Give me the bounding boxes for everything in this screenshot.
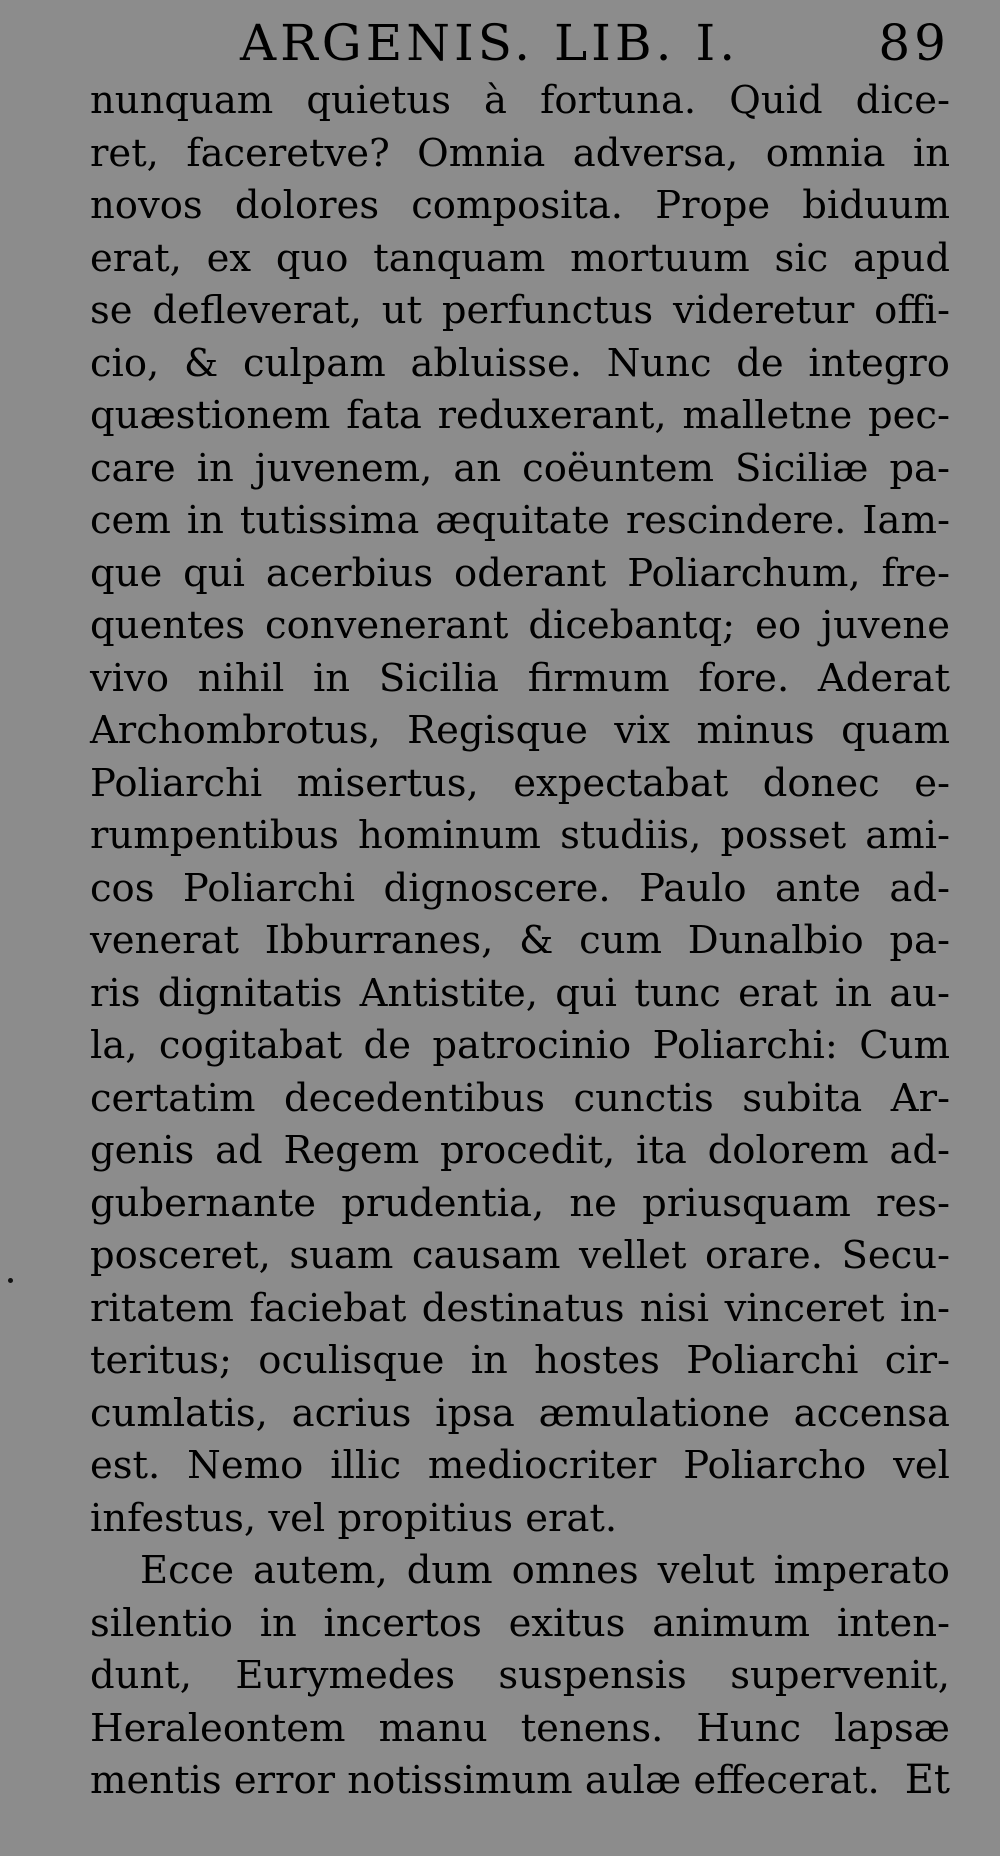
text-line: quæstionem fata reduxerant, malletne pec- [90, 393, 950, 438]
text-line: novos dolores composita. Prope biduum [90, 183, 950, 228]
text-line: cos Poliarchi dignoscere. Paulo ante ad- [90, 865, 950, 911]
text-line: nunquam quietus à fortuna. Quid dice- [90, 78, 950, 123]
ink-speck [8, 1278, 13, 1283]
text-line: Archombrotus, Regisque vix minus quam [90, 708, 950, 753]
text-line: ris dignitatis Antistite, qui tunc erat in au- [90, 970, 950, 1016]
text-line: silentio in incertos exitus animum inten- [90, 1600, 950, 1646]
text-line: la, cogitabat de patrocinio Poliarchi: Cum [90, 1023, 950, 1068]
running-title: ARGENIS. LIB. I. [240, 14, 740, 72]
text-line: genis ad Regem procedit, ita dolorem ad- [90, 1128, 950, 1173]
text-line: infestus, vel propitius erat. [90, 1495, 618, 1541]
text-line: Heraleontem manu tenens. Hunc lapsæ [90, 1705, 950, 1751]
text-line: certatim decedentibus cunctis subita Ar- [90, 1075, 950, 1121]
text-line: teritus; oculisque in hostes Poliarchi cir- [90, 1338, 950, 1383]
page-header [240, 14, 950, 84]
text-line: est. Nemo illic mediocriter Poliarcho vel [90, 1443, 950, 1488]
paragraph [90, 75, 950, 1545]
text-line: erat, ex quo tanquam mortuum sic apud [90, 235, 950, 281]
text-line: mentis error notissimum aulæ effecerat. [90, 1758, 880, 1803]
text-line: venerat Ibburranes, & cum Dunalbio pa- [90, 918, 950, 963]
text-line: dunt, Eurymedes suspensis supervenit, [90, 1653, 950, 1698]
text-line: Ecce autem, dum omnes velut imperato [140, 1548, 950, 1593]
text-line: vivo nihil in Sicilia firmum fore. Aderat [90, 655, 950, 701]
text-line: gubernante prudentia, ne priusquam res- [90, 1180, 950, 1226]
text-line: cem in tutissima æquitate rescindere. Iam- [90, 498, 950, 543]
page-number: 89 [878, 14, 950, 72]
text-line: ret, faceretve? Omnia adversa, omnia in [90, 130, 950, 176]
text-line: ritatem faciebat destinatus nisi vinceret in- [90, 1285, 950, 1331]
text-line: rumpentibus hominum studiis, posset ami- [90, 813, 950, 858]
text-line: cio, & culpam abluisse. Nunc de integro [90, 340, 950, 386]
text-line: posceret, suam causam vellet orare. Secu- [90, 1233, 950, 1278]
text-line: Poliarchi misertus, expectabat donec e- [90, 760, 950, 806]
body-text [90, 75, 950, 1808]
text-line: que qui acerbius oderant Poliarchum, fre- [90, 550, 950, 596]
text-line: care in juvenem, an coëuntem Siciliæ pa- [90, 445, 950, 491]
text-line: se defleverat, ut perfunctus videretur offi- [90, 288, 950, 333]
text-line: quentes convenerant dicebantq; eo juvene [90, 603, 950, 648]
paragraph [90, 1545, 950, 1808]
text-line: cumlatis, acrius ipsa æmulatione accensa [90, 1390, 950, 1436]
catchword: Et [904, 1757, 950, 1803]
